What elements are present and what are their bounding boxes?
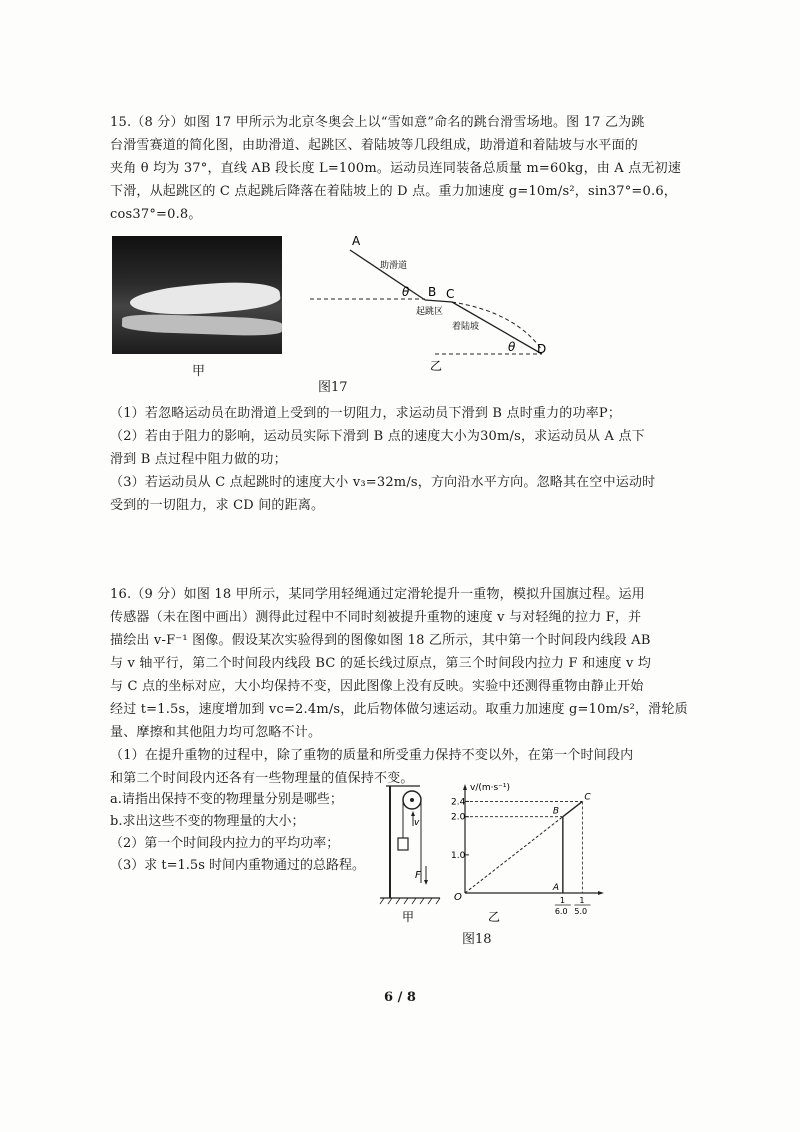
q16-sub-line: （2）第一个时间段内拉力的平均功率； — [110, 836, 340, 851]
fig18-v-label: v — [414, 818, 420, 828]
y-tick-label: 2.4 — [451, 797, 466, 808]
y-axis-arrowhead — [463, 784, 467, 790]
series-OB-extension — [465, 817, 563, 893]
q15-sub-line: 受到的一切阻力，求 CD 间的距离。 — [110, 498, 325, 513]
velocity-arrowhead — [411, 811, 415, 816]
fig17-caption: 图17 — [318, 380, 348, 395]
q15-line: cos37°=0.8。 — [110, 207, 202, 222]
q15-sub-line: （1）若忽略运动员在助滑道上受到的一切阻力，求运动员下滑到 B 点时重力的功率P； — [110, 406, 622, 421]
question-15-stem — [110, 111, 710, 226]
x-axis-arrowhead — [598, 891, 604, 895]
series-BC — [563, 801, 583, 816]
question-16-stem — [110, 583, 730, 790]
run-in-line — [350, 250, 425, 300]
fig17-point-A: A — [352, 234, 361, 248]
x-tick-num-C: 1 — [579, 896, 585, 905]
q16-line: 与 C 点的坐标对应，大小均保持不变，因此图像上没有反映。实验中还测得重物由静止开始 — [110, 679, 644, 694]
q15-line: 台滑雪赛道的简化图，由助滑道、起跳区、着陆坡等几段组成，助滑道和着陆坡与水平面的 — [110, 138, 639, 153]
q16-line: 和第二个时间段内还各有一些物理量的值保持不变。 — [110, 771, 414, 786]
label-landing-slope: 着陆坡 — [452, 322, 480, 332]
label-run-in: 助滑道 — [380, 261, 408, 271]
q15-sub-line: （2）若由于阻力的影响，运动员实际下滑到 B 点的速度大小为30m/s，求运动员从 A 点下 — [110, 429, 645, 444]
fig18-F-label: F — [415, 870, 421, 881]
label-takeoff-zone: 起跳区 — [416, 307, 444, 317]
q16-line: 经过 t=1.5s，速度增加到 vc=2.4m/s，此后物体做匀速运动。取重力加速度 g=10m/s²，滑轮质 — [110, 702, 688, 717]
fig17-yi-label: 乙 — [430, 359, 443, 373]
x-tick-num-A: 1 — [559, 896, 565, 905]
q16-line: （1）在提升重物的过程中，除了重物的质量和所受重力保持不变以外，在第一个时间段内 — [110, 748, 634, 763]
origin-label: O — [454, 892, 462, 903]
point-C-label: C — [584, 792, 591, 803]
page-number: 6 / 8 — [384, 990, 416, 1005]
q16-sub-line: b.求出这些不变的物理量的大小； — [110, 814, 305, 829]
fig17-theta-upper: θ — [402, 285, 410, 299]
ski-jump-photo — [112, 236, 282, 354]
q16-line: 16.（9 分）如图 18 甲所示，某同学用轻绳通过定滑轮提升一重物，模拟升国旗过程。运用 — [110, 587, 645, 602]
fig18-jia-label: 甲 — [402, 910, 415, 924]
chart-marks — [451, 792, 591, 916]
point-A-label: A — [552, 883, 560, 893]
pulley-axle — [410, 798, 414, 802]
q16-line: 描绘出 v-F⁻¹ 图像。假设某次实验得到的图像如图 18 乙所示，其中第一个时间段内线段 AB — [110, 633, 651, 648]
q16-sub-line: （3）求 t=1.5s 时间内重物通过的总路程。 — [110, 858, 365, 873]
ground-hatching — [380, 898, 440, 904]
q16-line: 传感器（未在图中画出）测得此过程中不同时刻被提升重物的速度 v 与对轻绳的拉力 F，并 — [110, 610, 642, 625]
photo-snow-base — [122, 313, 282, 337]
q15-sub-line: （3）若运动员从 C 点起跳时的速度大小 v₃=32m/s，方向沿水平方向。忽略其在空中运动时 — [110, 475, 656, 490]
fig18-vF-chart — [450, 778, 610, 928]
point-B-label: B — [552, 806, 560, 817]
question-15-subquestions — [110, 402, 710, 517]
q15-sub-line: 滑到 B 点过程中阻力做的功； — [110, 452, 287, 467]
x-tick-den-A: 6.0 — [554, 907, 568, 916]
fig18-pulley-diagram — [378, 778, 448, 928]
y-tick-label: 1.0 — [451, 850, 466, 861]
q15-line: 夹角 θ 均为 37°，直线 AB 段长度 L=100m。运动员连同装备总质量 m=60kg，由 A 点无初速 — [110, 161, 682, 176]
y-tick-label: 2.0 — [451, 812, 466, 823]
fig17-point-D: D — [537, 342, 547, 356]
q15-line: 下滑，从起跳区的 C 点起跳后降落在着陆坡上的 D 点。重力加速度 g=10m/s²，sin37°=0.6， — [110, 184, 677, 199]
fig17-diagram — [290, 232, 570, 377]
fig17-point-C: C — [446, 287, 455, 301]
fig17-jia-label: 甲 — [192, 364, 206, 379]
question-16-subquestions — [110, 789, 380, 877]
x-tick-den-C: 5.0 — [574, 907, 588, 916]
force-arrowhead — [424, 880, 428, 885]
q16-line: 与 v 轴平行，第二个时间段内线段 BC 的延长线过原点，第三个时间段内拉力 F 和速度 v 均 — [110, 656, 652, 671]
q15-line: 15.（8 分）如图 17 甲所示为北京冬奥会上以“雪如意”命名的跳台滑雪场地。图 17 乙为跳 — [110, 115, 645, 130]
y-axis-label: v/(m·s⁻¹) — [470, 783, 511, 793]
q16-sub-line: a.请指出保持不变的物理量分别是哪些； — [110, 792, 343, 807]
q16-line: 量、摩擦和其他阻力均可忽略不计。 — [110, 725, 322, 740]
fig18-yi-label: 乙 — [488, 910, 501, 924]
fig18-caption: 图18 — [462, 932, 492, 947]
fig17-point-B: B — [428, 285, 437, 299]
weight-box — [398, 838, 408, 850]
fig17-theta-lower: θ — [508, 340, 516, 354]
